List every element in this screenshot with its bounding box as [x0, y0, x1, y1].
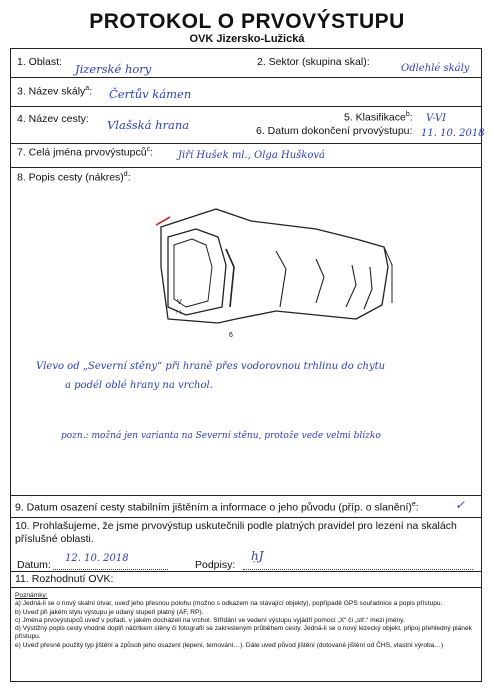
- row-divider: [11, 77, 481, 78]
- protection-label: 9. Datum osazení cesty stabilním jištěním a informace o jeho původu (příp. o slanění)$^e$:: [15, 501, 419, 514]
- footnotes: [15, 592, 477, 650]
- route-label: 4. Název cesty:: [17, 113, 89, 125]
- row-divider: [11, 495, 481, 496]
- route-sketch: [156, 207, 401, 347]
- sector-label: 2. Sektor (skupina skal):: [257, 56, 370, 68]
- date-label: Datum:: [17, 559, 51, 571]
- row-divider: [11, 106, 481, 107]
- signature: ḥJ: [251, 549, 264, 563]
- sketch-arrows: ↑↑: [175, 309, 182, 316]
- route-value: Vlašská hrana: [107, 118, 190, 132]
- page-subtitle: OVK Jizersko-Lužická: [189, 33, 305, 45]
- sketch-top-label: V: [177, 299, 182, 306]
- grade-label: 5. Klasifikace$^b$:: [344, 111, 413, 124]
- footnotes-heading: Poznámky:: [15, 592, 48, 599]
- climbers-label: 7. Celá jména prvovýstupců$^c$:: [17, 146, 153, 159]
- description-label: 8. Popis cesty (nákres)$^d$:: [17, 171, 131, 184]
- decision-label: 11. Rozhodnutí OVK:: [15, 573, 114, 585]
- protection-value: ✓: [455, 498, 466, 512]
- date-value: 12. 10. 2018: [65, 553, 129, 564]
- footnote-a: a) Jedná-li se o nový skalní útvar, uveď jeho přesnou polohu (možno s odkazem na stávající objekty), popřípadě GPS souřadnice a popis přístupu.: [15, 600, 443, 608]
- date-dotted-line: [53, 569, 168, 570]
- climbers-value: Jiří Hušek ml., Olga Hušková: [178, 150, 325, 161]
- completion-label: 6. Datum dokončení prvovýstupu:: [256, 125, 413, 137]
- description-text-line-1: Vlevo od „Severní stěny“ při hraně přes vodorovnou trhlinu do chytu: [36, 361, 386, 372]
- route-marker-line: [156, 217, 170, 225]
- signatures-label: Podpisy:: [195, 559, 236, 571]
- signatures-dotted-line: [243, 569, 473, 570]
- area-label: 1. Oblast:: [17, 56, 62, 68]
- row-divider: [11, 517, 481, 518]
- footnote-marker: c: [146, 146, 151, 153]
- footnote-marker: b: [405, 111, 410, 118]
- grade-value: V-VI: [426, 113, 447, 124]
- page-title: PROTOKOL O PRVOVÝSTUPU: [89, 10, 405, 33]
- completion-value: 11. 10. 2018: [421, 128, 485, 139]
- footnote-marker: a: [85, 85, 90, 92]
- rock-value: Čertův kámen: [109, 87, 192, 101]
- row-divider: [11, 587, 481, 588]
- area-value: Jizerské hory: [75, 62, 152, 76]
- rock-label: 3. Název skály$^a$:: [17, 85, 93, 98]
- row-divider: [11, 143, 481, 144]
- row-divider: [11, 571, 481, 572]
- footnote-c: c) Jména prvovýstupců uveď v pořadí, v jakém docházeli na vrchol. Střídání ve vedení výstupu vyjádři pomocí „X“ či „stř.“ mezi jmény.: [15, 616, 405, 624]
- sketch-pitch-number: 6: [229, 332, 233, 339]
- sector-value: Odlehlé skály: [401, 63, 470, 74]
- description-text-line-2: a podél oblé hrany na vrchol.: [65, 380, 213, 391]
- row-divider: [11, 167, 481, 168]
- protocol-form: [10, 48, 485, 682]
- footnote-e: e) Uveď přesně použitý typ jištění a způsob jeho osazení (lepení, temování…). Dále uveď původ jištění (dotované jištění od ČHS, vlastní výroba…): [15, 641, 444, 649]
- declaration-text: 10. Prohlašujeme, že jsme prvovýstup uskutečnili podle platných pravidel pro lezení na skalách příslušné oblasti.: [15, 520, 457, 545]
- footnote-d: d) Výstižný popis cesty vhodně doplň náčrtkem stěny či fotografií se zakresleným průběhem cesty. Jedná-li se o nový lezecký objekt, připoj přehledný plánek přístupu.: [15, 625, 472, 641]
- footnote-marker: e: [411, 501, 416, 508]
- footnote-marker: d: [123, 171, 128, 178]
- footnote-b: b) Uveď při jakém stylu výstupu je udaný stupeň platný (AF, RP).: [15, 608, 204, 616]
- description-note: pozn.: možná jen varianta na Severní stěnu, protože vede velmi blízko: [61, 431, 381, 441]
